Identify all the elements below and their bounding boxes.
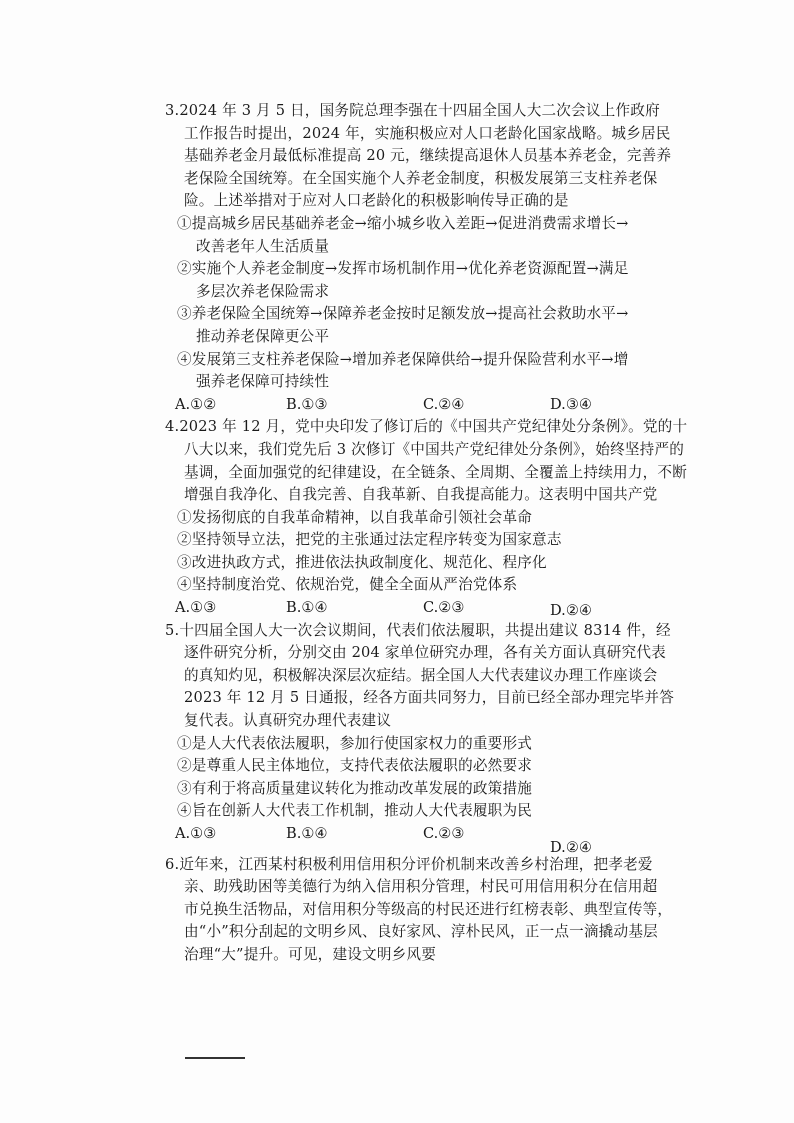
choice-d: D.③④ [550, 395, 592, 413]
choice-c: C.②③ [423, 825, 465, 842]
question-stem-line: 的真知灼见，积极解决深层次症结。据全国人大代表建议办理工作座谈会 [184, 666, 658, 684]
choice-c: C.②③ [423, 599, 465, 617]
choice-b: B.①④ [286, 599, 328, 617]
choice-a: A.①③ [175, 599, 217, 617]
option-2: ②实施个人养老金制度→发挥市场机制作用→优化养老资源配置→满足 [177, 260, 629, 278]
choice-a: A.①③ [175, 825, 217, 842]
option-4: ④发展第三支柱养老保险→增加养老保障供给→提升保险营利水平→增 [177, 350, 629, 368]
choice-d: D.②④ [550, 839, 592, 856]
question-stem-line: 工作报告时提出，2024 年，实施积极应对人口老龄化国家战略。城乡居民 [184, 124, 671, 142]
option-2: ②是尊重人民主体地位，支持代表依法履职的必然要求 [177, 757, 533, 775]
question-3 [165, 100, 672, 416]
question-stem-line: 基础养老金月最低标准提高 20 元，继续提高退休人员基本养老金，完善养 [184, 147, 672, 165]
question-4 [165, 416, 688, 620]
option-1: ①发扬彻底的自我革命精神，以自我革命引领社会革命 [177, 508, 533, 526]
question-list [165, 100, 688, 967]
option-4-continued: 强养老保障可持续性 [196, 373, 330, 391]
question-stem-line: 2023 年 12 月 5 日通报，经各方面共同努力，目前已经全部办理完毕并答 [184, 689, 675, 707]
question-stem-line: 由“小”积分刮起的文明乡风、良好家风、淳朴民风，正一点一滴撬动基层 [184, 923, 658, 941]
answer-choices [165, 823, 635, 856]
option-1: ①提高城乡居民基础养老金→缩小城乡收入差距→促进消费需求增长→ [177, 214, 629, 232]
choice-d: D.②④ [550, 602, 592, 620]
question-stem-line: 基调，全面加强党的纪律建设，在全链条、全周期、全覆盖上持续用力，不断 [184, 463, 687, 481]
question-stem-line: 亲、助残助困等美德行为纳入信用积分管理，村民可用信用积分在信用超 [184, 878, 658, 896]
question-6 [165, 854, 673, 967]
option-3-continued: 推动养老保障更公平 [196, 327, 330, 345]
question-stem-line: 险。上述举措对于应对人口老龄化的积极影响传导正确的是 [184, 192, 569, 210]
option-2-continued: 多层次养老保险需求 [196, 282, 330, 300]
option-4: ④坚持制度治党、依规治党，健全全面从严治党体系 [177, 576, 518, 594]
question-stem-line: 3.2024 年 3 月 5 日，国务院总理李强在十四届全国人大二次会议上作政府 [165, 102, 660, 119]
question-5 [165, 620, 675, 856]
question-stem-line: 逐件研究分析，分别交由 204 家单位研究办理，各有关方面认真研究代表 [184, 644, 666, 662]
question-stem-line: 6.近年来，江西某村积极利用信用积分评价机制来改善乡村治理，把孝老爱 [165, 855, 653, 873]
option-3: ③改进执政方式，推进依法执政制度化、规范化、程序化 [177, 553, 547, 571]
question-stem-line: 复代表。认真研究办理代表建议 [184, 712, 392, 730]
option-1: ①是人大代表依法履职，参加行使国家权力的重要形式 [177, 734, 533, 752]
option-4: ④旨在创新人大代表工作机制，推动人大代表履职为民 [177, 802, 533, 820]
answer-choices [165, 394, 635, 417]
question-stem-line: 市兑换生活物品，对信用积分等级高的村民还进行红榜表彰、典型宣传等， [184, 900, 673, 918]
choice-c: C.②④ [423, 395, 465, 413]
option-3: ③养老保险全国统筹→保障养老金按时足额发放→提高社会救助水平→ [177, 305, 629, 323]
answer-choices [165, 597, 635, 620]
answer-underline [185, 1057, 245, 1059]
question-stem-line: 5.十四届全国人大一次会议期间，代表们依法履职，共提出建议 8314 件，经 [165, 621, 671, 639]
question-stem-line: 增强自我净化、自我完善、自我革新、自我提高能力。这表明中国共产党 [184, 486, 658, 504]
option-3: ③有利于将高质量建议转化为推动改革发展的政策措施 [177, 779, 533, 797]
question-stem-line: 八大以来，我们党先后 3 次修订《中国共产党纪律处分条例》，始终坚持严的 [184, 440, 685, 458]
question-stem-line: 老保险全国统筹。在全国实施个人养老金制度，积极发展第三支柱养老保 [184, 169, 658, 187]
choice-b: B.①③ [286, 395, 328, 413]
option-1-continued: 改善老年人生活质量 [196, 237, 330, 255]
choice-a: A.①② [175, 395, 217, 413]
choice-b: B.①④ [286, 825, 328, 842]
question-stem-line: 治理“大”提升。可见，建设文明乡风要 [184, 945, 437, 963]
question-stem-line: 4.2023 年 12 月，党中央印发了修订后的《中国共产党纪律处分条例》。党的十 [165, 418, 688, 436]
option-2: ②坚持领导立法，把党的主张通过法定程序转变为国家意志 [177, 531, 562, 549]
